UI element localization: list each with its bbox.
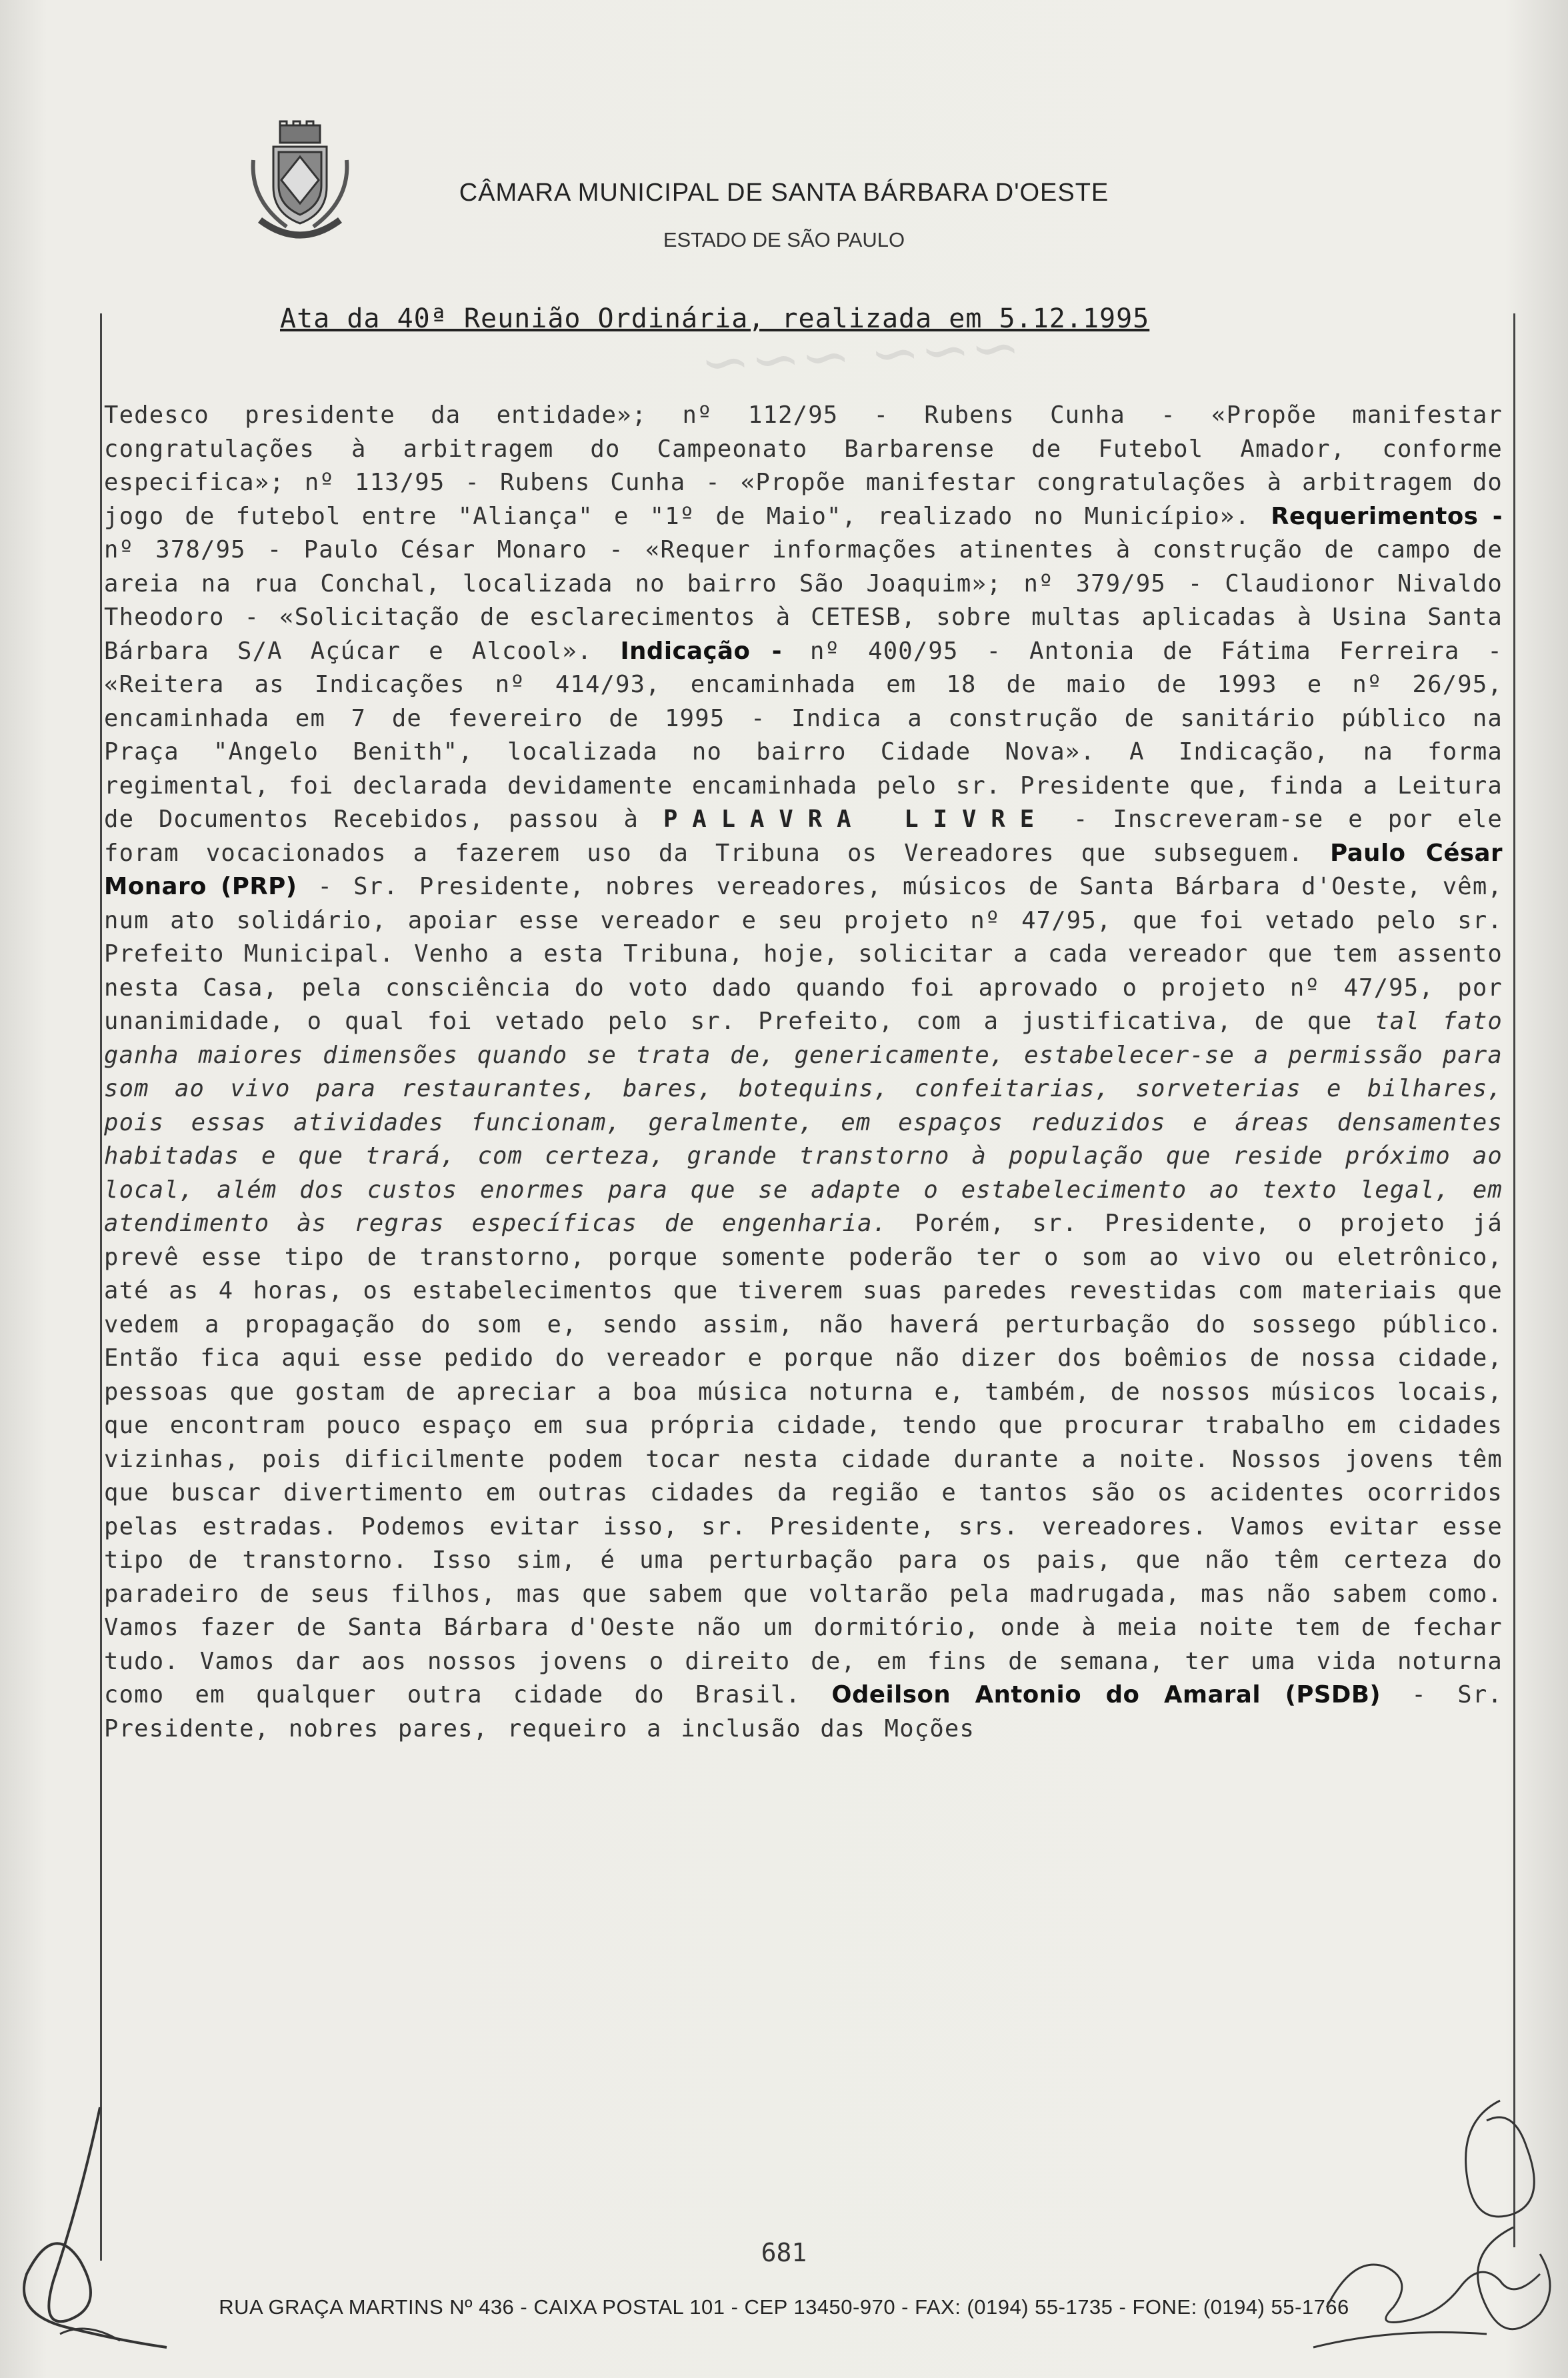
right-margin-rule — [1513, 313, 1515, 2247]
body-paragraph-5: - Sr. Presidente, nobres vereadores, músicos de Santa Bárbara d'Oeste, vêm, num ato solidário, apoiar esse vereador e seu projeto nº 47/95, que foi vetado pelo sr. Prefeito Municipal. Venho a esta Tribuna, hoje, solicitar a cada vereador que tem assento nesta Casa, pela consciência do voto dado quando foi aprovado o projeto nº 47/95, por unanimidade, o qual foi vetado pelo sr. Prefeito, com a justificativa, de que — [104, 873, 1503, 1035]
body-paragraph-1: Tedesco presidente da entidade»; nº 112/95 - Rubens Cunha - «Propõe manifestar congratulações à arbitragem do Campeonato Barbarense de Futebol Amador, conforme especifica»; nº 113/95 - Rubens Cunha - «Propõe manifestar congratulações à arbitragem do jogo de futebol entre "Aliança" e "1º de Maio", realizado no Município». — [104, 401, 1503, 530]
footer-address: RUA GRAÇA MARTINS Nº 436 - CAIXA POSTAL 101 - CEP 13450-970 - FAX: (0194) 55-1735 - FONE: (0194) 55-1766 — [219, 2295, 1349, 2319]
requerimentos-label: Requerimentos - — [1271, 502, 1503, 530]
handwritten-signature-right — [1300, 2081, 1567, 2361]
handwritten-signature-left — [20, 2094, 193, 2361]
speaker-paulo-cesar-monaro: Paulo César Monaro (PRP) — [104, 839, 1503, 900]
organization-name: CÂMARA MUNICIPAL DE SANTA BÁRBARA D'OESTE — [459, 179, 1109, 207]
palavra-livre-heading: PALAVRA LIVRE — [663, 806, 1049, 833]
body-paragraph-3: nº 400/95 - Antonia de Fátima Ferreira - «Reitera as Indicações nº 414/93, encaminhada em 18 de maio de 1993 e nº 26/95, encaminhada em 7 de fevereiro de 1995 - Indica a construção de sanitário público na Praça "Angelo Benith", localizada no bairro Cidade Nova». A Indicação, na forma regimental, foi declarada devidamente encaminhada pelo sr. Presidente que, finda a Leitura de Documentos Recebidos, passou à — [104, 637, 1503, 833]
body-paragraph-2: nº 378/95 - Paulo César Monaro - «Requer informações atinentes à construção de campo de areia na rua Conchal, localizada no bairro São Joaquim»; nº 379/95 - Claudionor Nivaldo Theodoro - «Solicitação de esclarecimentos à CETESB, sobre multas aplicadas à Usina Santa Bárbara S/A Açúcar e Alcool». — [104, 536, 1503, 665]
speaker-odeilson-antonio-do-amaral: Odeilson Antonio do Amaral (PSDB) — [831, 1681, 1381, 1708]
state-name: ESTADO DE SÃO PAULO — [663, 228, 905, 251]
indicacao-label: Indicação - — [620, 637, 782, 665]
minutes-title: Ata da 40ª Reunião Ordinária, realizada em 5.12.1995 — [280, 303, 1150, 334]
quoted-veto-justification: tal fato ganha maiores dimensões quando se trata de, genericamente, estabelecer-se a permissão para som ao vivo para restaurantes, bares, botequins, confeitarias, sorveterias e bilhares, pois essas atividades funcionam, geralmente, em espaços reduzidos e áreas densamentes habitadas e que trará, com certeza, grande transtorno à população que reside próximo ao local, além dos custos enormes para que se adapte o estabelecimento ao texto legal, em atendimento às regras específicas de engenharia. — [104, 1008, 1503, 1237]
body-paragraph-7: - Sr. Presidente, nobres pares, requeiro a inclusão das Moções — [104, 1681, 1503, 1742]
page-number: 681 — [761, 2238, 807, 2267]
body-paragraph-6: Porém, sr. Presidente, o projeto já prevê esse tipo de transtorno, porque somente poderão ter o som ao vivo ou eletrônico, até as 4 horas, os estabelecimentos que tiverem suas paredes revestidas com materiais que vedem a propagação do som e, sendo assim, não haverá perturbação do sossego público. Então fica aqui esse pedido do vereador e porque não dizer dos boêmios de nossa cidade, pessoas que gostam de apreciar a boa música noturna e, também, de nossos músicos locais, que encontram pouco espaço em sua própria cidade, tendo que procurar trabalho em cidades vizinhas, pois dificilmente podem tocar nesta cidade durante a noite. Nossos jovens têm que buscar divertimento em outras cidades da região e tantos são os acidentes ocorridos pelas estradas. Podemos evitar isso, sr. Presidente, srs. vereadores. Vamos evitar esse tipo de transtorno. Isso sim, é uma perturbação para os pais, que não têm certeza do paradeiro de seus filhos, mas que sabem que voltarão pela madrugada, mas não sabem como. Vamos fazer de Santa Bárbara d'Oeste não um dormitório, onde à meia noite tem de fechar tudo. Vamos dar aos nossos jovens o direito de, em fins de semana, ter uma vida noturna como em qualquer outra cidade do Brasil. — [104, 1210, 1503, 1708]
body-paragraph-4: - Inscreveram-se e por ele foram vocacionados a fazerem uso da Tribuna os Vereadores que subseguem. — [104, 806, 1503, 867]
left-margin-rule — [100, 313, 102, 2261]
bleed-through-signature: ∽∽∽ ∽∽∽ — [698, 311, 1023, 399]
minutes-body — [104, 399, 1503, 1746]
